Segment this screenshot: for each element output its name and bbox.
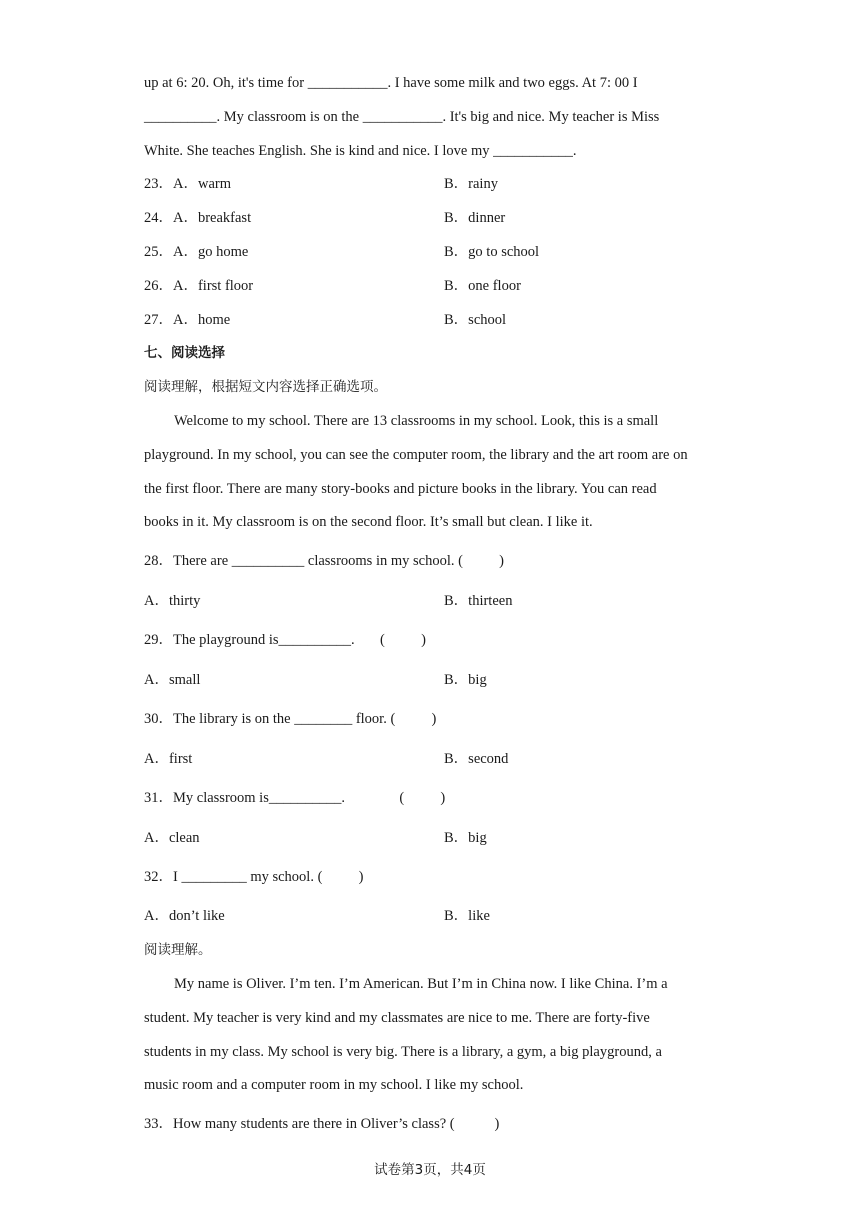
question-23-option-a: 23．A．warm [144,176,231,192]
question-33: 33．How many students are there in Oliver’s class? ( ) [144,1116,500,1132]
question-28: 28．There are __________ classrooms in my school. ( ) [144,553,505,569]
passage-line: __________. My classroom is on the ___________. It's big and nice. My teacher is Miss [144,109,660,125]
passage-line: playground. In my school, you can see the computer room, the library and the art room are on [144,447,688,463]
passage-line: up at 6: 20. Oh, it's time for ___________. I have some milk and two eggs. At 7: 00 I [144,75,638,91]
question-25-option-b: B．go to school [444,244,540,260]
question-29: 29．The playground is__________. ( ) [144,632,426,648]
question-31-option-a: A．clean [144,830,200,846]
question-24-option-a: 24．A．breakfast [144,210,252,226]
question-31-option-b: B．big [444,830,487,846]
question-31: 31．My classroom is__________. ( ) [144,790,446,806]
question-29-option-b: B．big [444,672,487,688]
question-28-option-a: A．thirty [144,593,201,609]
question-26-option-b: B．one floor [444,278,521,294]
question-32-option-b: B．like [444,908,490,924]
question-29-option-a: A．small [144,672,201,688]
question-32: 32．I _________ my school. ( ) [144,869,364,885]
section-title: 七、阅读选择 [144,345,225,361]
passage-line: My name is Oliver. I’m ten. I’m American. But I’m in China now. I like China. I’m a [174,976,668,992]
passage-line: music room and a computer room in my school. I like my school. [144,1077,524,1093]
passage-line: students in my class. My school is very big. There is a library, a gym, a big playground, a [144,1044,662,1060]
question-24-option-b: B．dinner [444,210,506,226]
passage-line: books in it. My classroom is on the second floor. It’s small but clean. I like it. [144,514,593,530]
section-instruction: 阅读理解，根据短文内容选择正确选项。 [144,379,387,395]
reading-instruction: 阅读理解。 [144,942,212,958]
question-27-option-b: B．school [444,312,507,328]
page-footer: 试卷第3页，共4页 [374,1162,486,1178]
question-28-option-b: B．thirteen [444,593,513,609]
question-30-option-a: A．first [144,751,193,767]
question-32-option-a: A．don’t like [144,908,225,924]
passage-line: Welcome to my school. There are 13 classrooms in my school. Look, this is a small [174,413,659,429]
question-27-option-a: 27．A．home [144,312,231,328]
passage-line: the first floor. There are many story-books and picture books in the library. You can read [144,481,657,497]
question-23-option-b: B．rainy [444,176,498,192]
passage-line: White. She teaches English. She is kind and nice. I love my ___________. [144,143,577,159]
question-30-option-b: B．second [444,751,509,767]
passage-line: student. My teacher is very kind and my classmates are nice to me. There are forty-five [144,1010,650,1026]
question-25-option-a: 25．A．go home [144,244,249,260]
question-26-option-a: 26．A．first floor [144,278,254,294]
question-30: 30．The library is on the ________ floor. ( ) [144,711,437,727]
